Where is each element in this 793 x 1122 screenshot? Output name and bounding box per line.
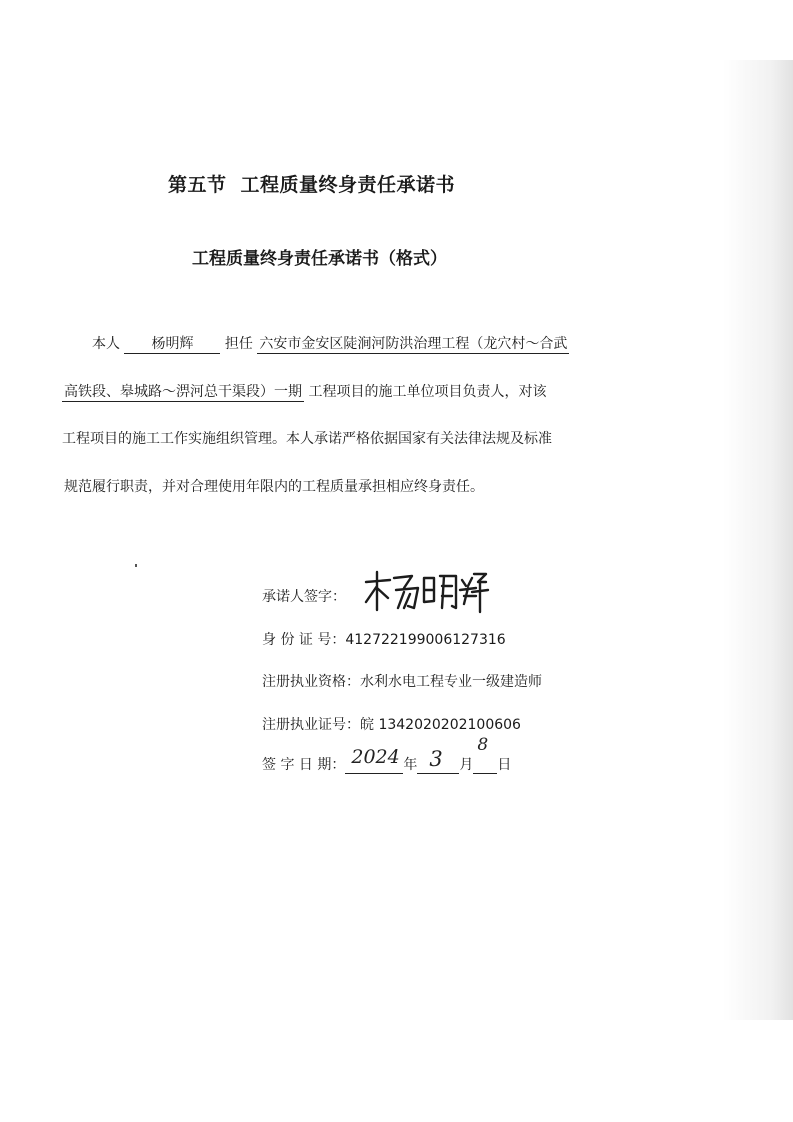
scan-edge-shadow <box>723 60 793 1020</box>
id-number-value: 412722199006127316 <box>345 632 506 648</box>
handwritten-signature <box>360 568 490 614</box>
section-number: 第五节 <box>168 174 227 196</box>
signer-label: 承诺人签字： <box>262 589 346 605</box>
date-month-handwriting: 3 <box>429 747 443 771</box>
qualification-row: 注册执业资格：水利水电工程专业一级建造师 <box>262 674 542 690</box>
sign-date-row: 签 字 日 期： 2024 年 3 月 8 日 <box>262 735 512 773</box>
date-month-field <box>417 747 459 774</box>
paragraph-line-3: 工程项目的施工工作实施组织管理。本人承诺严格依据国家有关法律法规及标准 <box>62 431 552 447</box>
qualification-value: 水利水电工程专业一级建造师 <box>360 674 542 690</box>
certificate-row: 注册执业证号：皖 1342020202100606 <box>262 717 521 733</box>
paragraph-line-4: 规范履行职责，并对合理使用年限内的工程质量承担相应终身责任。 <box>64 479 484 495</box>
section-title <box>168 170 455 197</box>
certificate-value: 皖 1342020202100606 <box>360 717 521 733</box>
id-number-row: 身 份 证 号：412722199006127316 <box>262 632 506 648</box>
project-name-field-1: 六安市金安区陡涧河防洪治理工程（龙穴村～合武 <box>259 336 568 352</box>
date-year-field <box>345 746 403 774</box>
person-name-field: 杨明辉 <box>124 335 220 354</box>
project-name-field-2: 高铁段、皋城路～淠河总干渠段）一期 <box>64 384 302 400</box>
scan-speck <box>135 564 137 567</box>
paragraph-line-2: 高铁段、皋城路～淠河总干渠段）一期 工程项目的施工单位项目负责人，对该 <box>64 384 547 400</box>
section-heading: 工程质量终身责任承诺书 <box>240 174 456 196</box>
date-day-field <box>473 735 497 774</box>
document-subtitle: 工程质量终身责任承诺书（格式） <box>192 249 447 269</box>
date-day-handwriting: 8 <box>477 735 489 755</box>
paragraph-line-1: 本人 杨明辉 担任 六安市金安区陡涧河防洪治理工程（龙穴村～合武 <box>92 336 568 352</box>
date-year-handwriting: 2024 <box>351 746 400 768</box>
